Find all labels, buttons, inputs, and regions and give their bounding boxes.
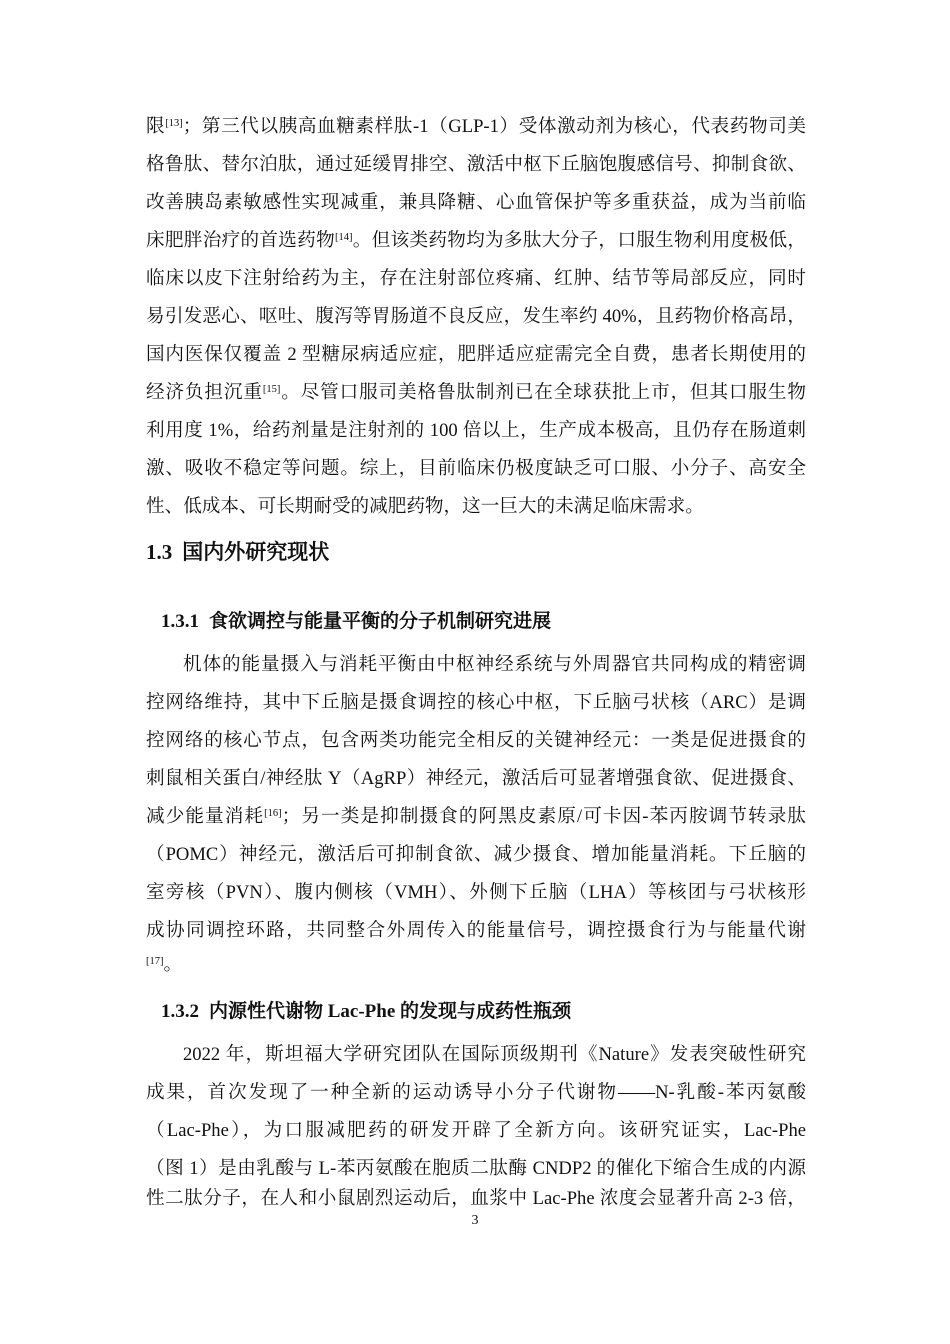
subsection-heading: 1.3.2 内源性代谢物 Lac-Phe 的发现与成药性瓶颈 (161, 1001, 572, 1022)
text-line: 改善胰岛素敏感性实现减重，兼具降糖、心血管保护等多重获益，成为当前临 (146, 192, 806, 213)
text-line: 格鲁肽、替尔泊肽，通过延缓胃排空、激活中枢下丘脑饱腹感信号、抑制食欲、 (146, 154, 806, 175)
section-heading: 1.3 国内外研究现状 (146, 540, 330, 564)
text-line: 经济负担沉重[15]。尽管口服司美格鲁肽制剂已在全球获批上市，但其口服生物 (146, 382, 806, 403)
text-line: 激、吸收不稳定等问题。综上，目前临床仍极度缺乏可口服、小分子、高安全 (146, 458, 806, 479)
text-line: （图 1）是由乳酸与 L-苯丙氨酸在胞质二肽酶 CNDP2 的催化下缩合生成的内源 (146, 1158, 806, 1179)
text-line: 室旁核（PVN）、腹内侧核（VMH）、外侧下丘脑（LHA）等核团与弓状核形 (146, 882, 806, 903)
text-line: 成果，首次发现了一种全新的运动诱导小分子代谢物——N-乳酸-苯丙氨酸 (146, 1082, 806, 1103)
text-line: 性二肽分子，在人和小鼠剧烈运动后，血浆中 Lac-Phe 浓度会显著升高 2-3 倍， (146, 1188, 806, 1209)
text-line: （POMC）神经元，激活后可抑制食欲、减少摄食、增加能量消耗。下丘脑的 (146, 844, 806, 865)
subsection-heading: 1.3.1 食欲调控与能量平衡的分子机制研究进展 (161, 611, 552, 632)
text-line: 减少能量消耗[16]；另一类是抑制摄食的阿黑皮素原/可卡因-苯丙胺调节转录肽 (146, 806, 806, 827)
text-line: 刺鼠相关蛋白/神经肽 Y（AgRP）神经元，激活后可显著增强食欲、促进摄食、 (146, 768, 806, 789)
text-line: 控网络的核心节点，包含两类功能完全相反的关键神经元：一类是促进摄食的 (146, 730, 806, 751)
text-line: 性、低成本、可长期耐受的减肥药物，这一巨大的未满足临床需求。 (146, 496, 704, 517)
text-line: 限[13]；第三代以胰高血糖素样肽-1（GLP-1）受体激动剂为核心，代表药物司美 (146, 116, 806, 137)
text-line: 2022 年，斯坦福大学研究团队在国际顶级期刊《Nature》发表突破性研究 (183, 1044, 806, 1065)
text-line: 控网络维持，其中下丘脑是摄食调控的核心中枢，下丘脑弓状核（ARC）是调 (146, 692, 806, 713)
text-line: 床肥胖治疗的首选药物[14]。但该类药物均为多肽大分子，口服生物利用度极低， (146, 230, 806, 251)
text-line: 利用度 1%，给药剂量是注射剂的 100 倍以上，生产成本极高，且仍存在肠道刺 (146, 420, 806, 441)
page-number: 3 (471, 1213, 479, 1228)
text-line: 国内医保仅覆盖 2 型糖尿病适应症，肥胖适应症需完全自费，患者长期使用的 (146, 344, 806, 365)
text-line: 机体的能量摄入与消耗平衡由中枢神经系统与外周器官共同构成的精密调 (183, 654, 806, 675)
text-line: 易引发恶心、呕吐、腹泻等胃肠道不良反应，发生率约 40%，且药物价格高昂， (146, 306, 806, 327)
text-line: [17]。 (146, 954, 183, 975)
text-line: 临床以皮下注射给药为主，存在注射部位疼痛、红肿、结节等局部反应，同时 (146, 268, 806, 289)
text-line: （Lac-Phe），为口服减肥药的研发开辟了全新方向。该研究证实，Lac-Phe (146, 1120, 806, 1141)
text-line: 成协同调控环路，共同整合外周传入的能量信号，调控摄食行为与能量代谢 (146, 920, 806, 941)
